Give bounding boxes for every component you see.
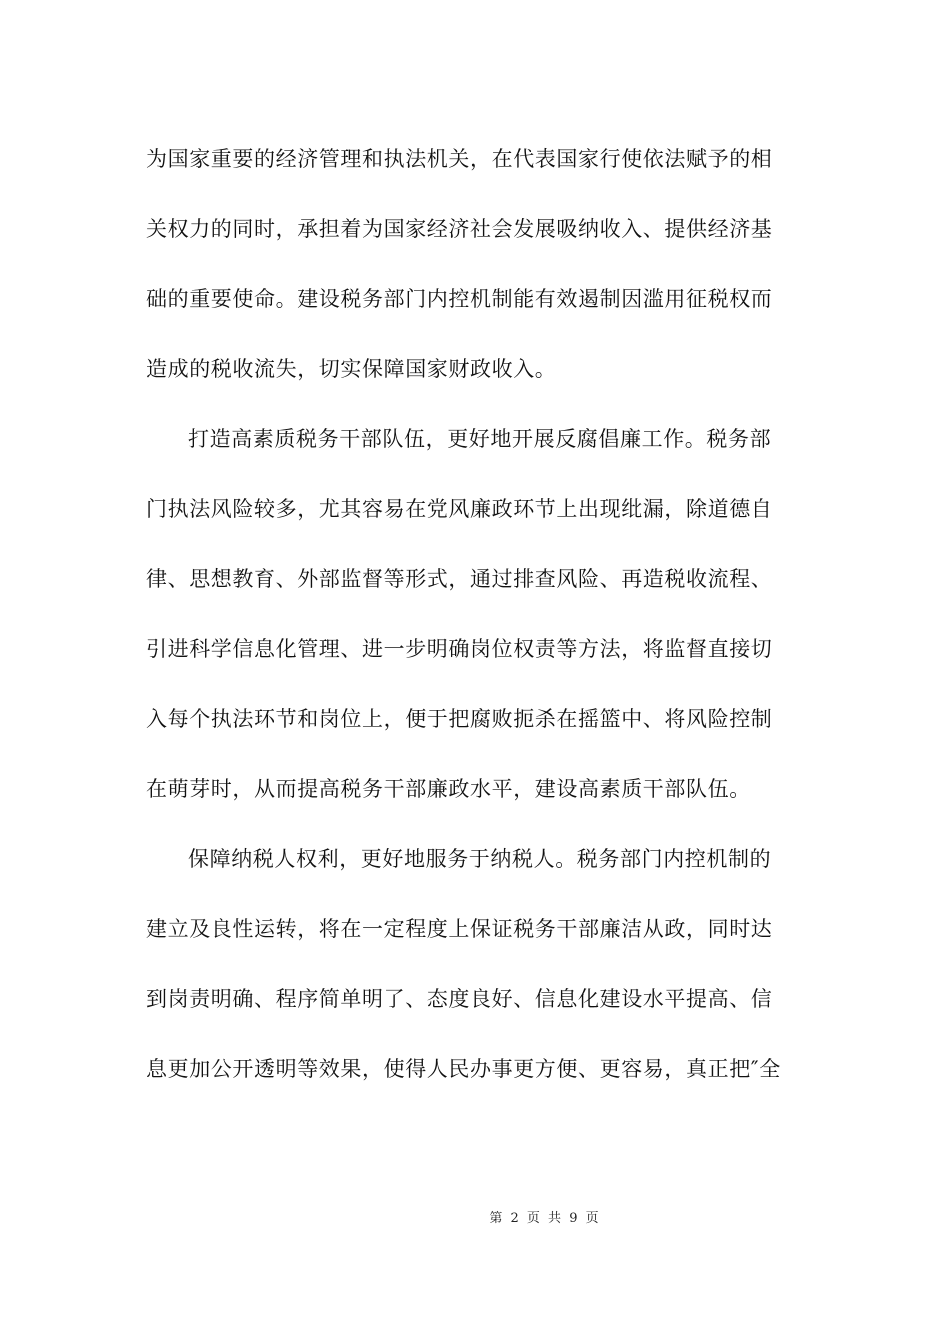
paragraph-1-line-2: 关权力的同时，承担着为国家经济社会发展吸纳收入、提供经济基 — [146, 217, 773, 241]
paragraph-2-line-5: 入每个执法环节和岗位上，便于把腐败扼杀在摇篮中、将风险控制 — [146, 707, 773, 731]
paragraph-1-line-1: 为国家重要的经济管理和执法机关，在代表国家行使依法赋予的相 — [146, 147, 773, 171]
paragraph-2-line-6: 在萌芽时，从而提高税务干部廉政水平，建设高素质干部队伍。 — [146, 777, 751, 801]
paragraph-2-line-4: 引进科学信息化管理、进一步明确岗位权责等方法，将监督直接切 — [146, 637, 773, 661]
paragraph-3-line-1: 保障纳税人权利，更好地服务于纳税人。税务部门内控机制的 — [188, 847, 772, 871]
paragraph-3-line-2: 建立及良性运转，将在一定程度上保证税务干部廉洁从政，同时达 — [146, 917, 773, 941]
page-number-footer: 第 2 页 共 9 页 — [489, 1211, 601, 1226]
paragraph-2-line-1: 打造高素质税务干部队伍，更好地开展反腐倡廉工作。税务部 — [188, 427, 772, 451]
paragraph-3-line-3: 到岗责明确、程序简单明了、态度良好、信息化建设水平提高、信 — [146, 987, 773, 1011]
paragraph-1-line-3: 础的重要使命。建设税务部门内控机制能有效遏制因滥用征税权而 — [146, 287, 773, 311]
paragraph-2-line-2: 门执法风险较多，尤其容易在党风廉政环节上出现纰漏，除道德自 — [146, 497, 773, 521]
paragraph-3-line-4: 息更加公开透明等效果，使得人民办事更方便、更容易，真正把″全 — [146, 1057, 781, 1081]
paragraph-2-line-3: 律、思想教育、外部监督等形式，通过排查风险、再造税收流程、 — [146, 567, 773, 591]
paragraph-1-line-4: 造成的税收流失，切实保障国家财政收入。 — [146, 357, 557, 381]
